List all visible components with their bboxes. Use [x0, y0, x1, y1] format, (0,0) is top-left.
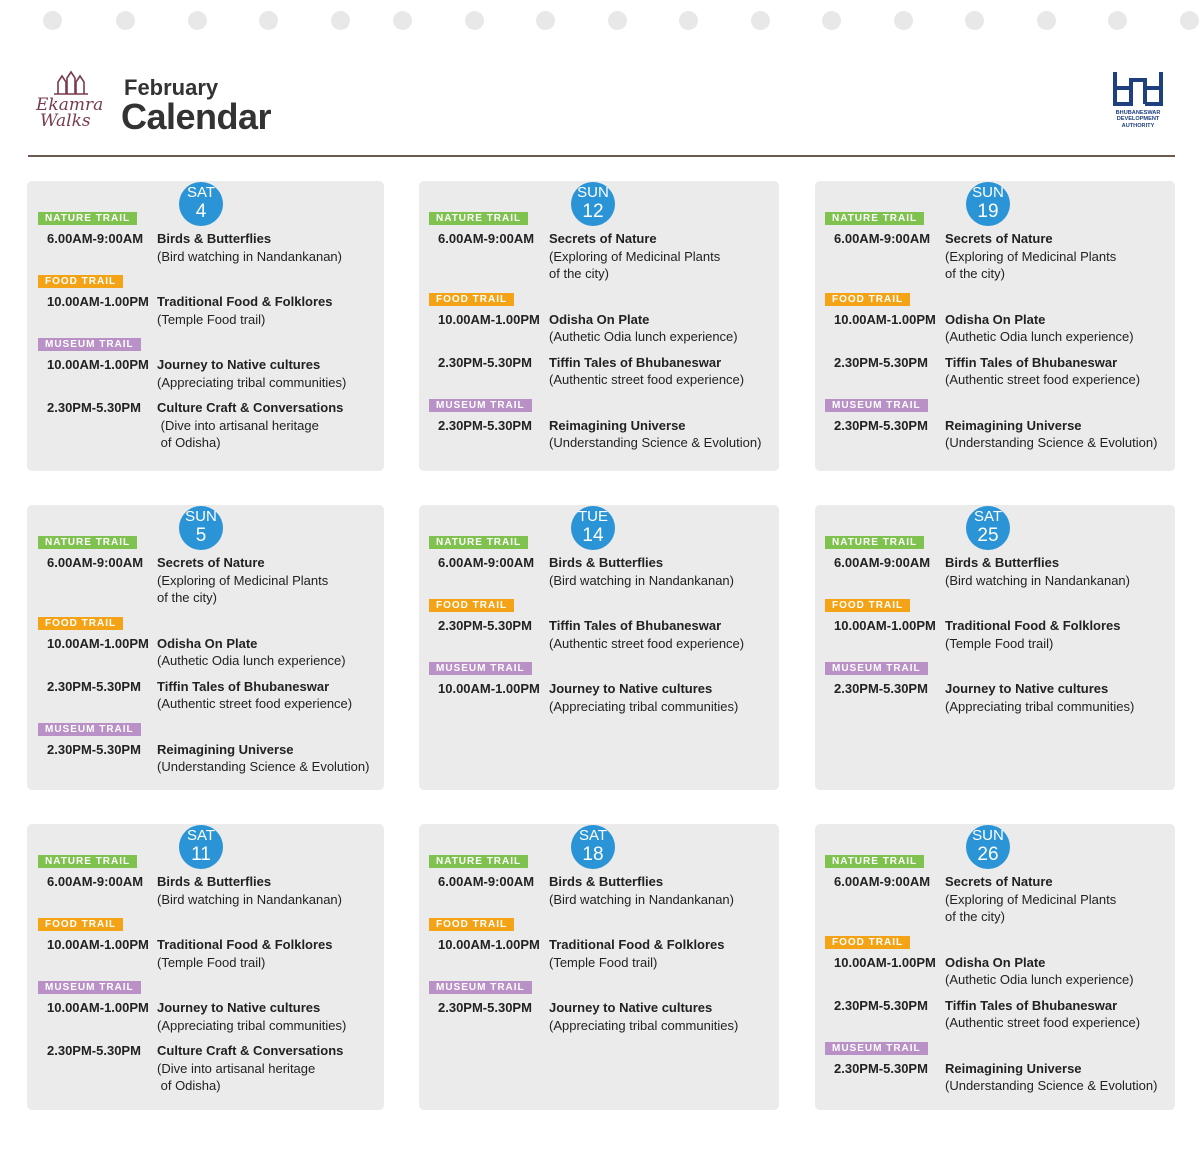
food-trail-label: FOOD TRAIL [429, 293, 514, 306]
event-description: (Authetic Odia lunch experience) [945, 329, 1134, 344]
bda-logo: BHUBANESWAR DEVELOPMENT AUTHORITY [1110, 70, 1166, 136]
event-time: 10.00AM-1.00PM [438, 681, 540, 696]
event-title: Secrets of Nature [549, 231, 657, 246]
badge-day-number: 14 [582, 525, 604, 546]
museum-trail-label: MUSEUM TRAIL [825, 662, 928, 675]
event-time: 2.30PM-5.30PM [834, 417, 928, 433]
decorative-dot [393, 11, 412, 30]
event-time: 2.30PM-5.30PM [438, 417, 532, 433]
decorative-dot [1037, 11, 1056, 30]
event-description: (Authentic street food experience) [549, 372, 745, 387]
event-title: Secrets of Nature [945, 874, 1053, 889]
event-description: (Authentic street food experience) [549, 635, 745, 651]
event-time: 6.00AM-9:00AM [47, 231, 144, 246]
food-trail-label: FOOD TRAIL [825, 936, 910, 949]
decorative-dot [1108, 11, 1127, 30]
event-title: Reimagining Universe [157, 741, 294, 757]
event-title: Traditional Food & Folklores [549, 937, 725, 952]
event-description: (Exploring of Medicinal Plants of the city) [945, 248, 1117, 281]
event-title: Tiffin Tales of Bhubaneswar [549, 354, 722, 370]
nature-trail-label: NATURE TRAIL [825, 855, 924, 868]
nature-trail-label: NATURE TRAIL [429, 536, 528, 549]
nature-trail-label: NATURE TRAIL [38, 855, 137, 868]
event-description: (Appreciating tribal communities) [549, 698, 739, 714]
food-trail-label: FOOD TRAIL [825, 293, 910, 306]
event-time: 10.00AM-1.00PM [834, 311, 936, 327]
badge-day-number: 4 [195, 201, 207, 222]
event-time: 10.00AM-1.00PM [47, 635, 149, 651]
date-badge [571, 182, 615, 226]
event-time: 10.00AM-1.00PM [438, 937, 540, 952]
event-time: 10.00AM-1.00PM [438, 311, 540, 327]
svg-text:Ekamra: Ekamra [36, 95, 104, 115]
event-description: (Appreciating tribal communities) [157, 374, 347, 390]
header-month: February [124, 75, 219, 100]
badge-day-number: 19 [977, 201, 999, 222]
event-time: 2.30PM-5.30PM [438, 618, 532, 633]
event-description: (Exploring of Medicinal Plants of the city) [945, 891, 1117, 924]
event-title: Culture Craft & Conversations [157, 1043, 344, 1058]
event-time: 2.30PM-5.30PM [834, 681, 928, 696]
event-description: (Appreciating tribal communities) [157, 1017, 347, 1033]
event-description: (Bird watching in Nandankanan) [157, 891, 342, 907]
event-description: (Bird watching in Nandankanan) [549, 572, 734, 588]
nature-trail-label: NATURE TRAIL [429, 855, 528, 868]
event-title: Traditional Food & Folklores [157, 937, 333, 952]
decorative-dot [188, 11, 207, 30]
header-divider [28, 155, 1175, 157]
museum-trail-label: MUSEUM TRAIL [429, 662, 532, 675]
event-title: Odisha On Plate [945, 954, 1046, 970]
event-description: (Understanding Science & Evolution) [945, 435, 1158, 450]
badge-weekday: SAT [186, 184, 216, 201]
event-description: (Temple Food trail) [157, 954, 266, 970]
event-title: Journey to Native cultures [549, 1000, 713, 1015]
museum-trail-label: MUSEUM TRAIL [825, 399, 928, 412]
event-time: 6.00AM-9:00AM [47, 555, 144, 570]
decorative-dot [331, 11, 350, 30]
event-description: (Temple Food trail) [157, 311, 266, 327]
event-description: (Temple Food trail) [945, 635, 1054, 651]
badge-weekday: SUN [577, 184, 609, 201]
decorative-dot [116, 11, 135, 30]
event-description: (Bird watching in Nandankanan) [549, 891, 734, 907]
food-trail-label: FOOD TRAIL [38, 617, 123, 630]
event-description: (Appreciating tribal communities) [549, 1017, 739, 1033]
badge-day-number: 25 [977, 525, 999, 546]
badge-day-number: 5 [195, 525, 207, 546]
nature-trail-label: NATURE TRAIL [38, 212, 137, 225]
date-badge [179, 506, 223, 550]
event-time: 10.00AM-1.00PM [47, 294, 149, 309]
museum-trail-label: MUSEUM TRAIL [429, 981, 532, 994]
food-trail-label: FOOD TRAIL [429, 599, 514, 612]
event-title: Reimagining Universe [945, 417, 1082, 433]
decorative-dot [536, 11, 555, 30]
event-title: Traditional Food & Folklores [945, 618, 1121, 633]
event-description: (Understanding Science & Evolution) [945, 1078, 1158, 1093]
badge-weekday: SUN [972, 827, 1004, 844]
event-title: Journey to Native cultures [157, 1000, 321, 1015]
event-time: 10.00AM-1.00PM [47, 937, 149, 952]
food-trail-label: FOOD TRAIL [825, 599, 910, 612]
event-description: (Temple Food trail) [549, 954, 658, 970]
event-title: Tiffin Tales of Bhubaneswar [945, 354, 1118, 370]
date-badge [966, 506, 1010, 550]
museum-trail-label: MUSEUM TRAIL [38, 338, 141, 351]
badge-weekday: SAT [973, 508, 1003, 525]
event-time: 2.30PM-5.30PM [438, 1000, 532, 1015]
museum-trail-label: MUSEUM TRAIL [429, 399, 532, 412]
event-title: Birds & Butterflies [157, 231, 272, 246]
event-description: (Bird watching in Nandankanan) [157, 248, 342, 264]
decorative-dot [43, 11, 62, 30]
event-title: Tiffin Tales of Bhubaneswar [945, 997, 1118, 1013]
badge-weekday: SUN [972, 184, 1004, 201]
event-description: (Authentic street food experience) [157, 696, 353, 711]
badge-day-number: 26 [977, 844, 999, 865]
badge-weekday: SAT [186, 827, 216, 844]
event-time: 10.00AM-1.00PM [47, 1000, 149, 1015]
nature-trail-label: NATURE TRAIL [825, 212, 924, 225]
food-trail-label: FOOD TRAIL [429, 918, 514, 931]
date-badge [571, 506, 615, 550]
museum-trail-label: MUSEUM TRAIL [38, 981, 141, 994]
decorative-dot [822, 11, 841, 30]
event-title: Tiffin Tales of Bhubaneswar [549, 618, 722, 633]
event-time: 6.00AM-9:00AM [438, 231, 535, 246]
event-time: 2.30PM-5.30PM [834, 997, 928, 1013]
museum-trail-label: MUSEUM TRAIL [38, 723, 141, 736]
event-title: Odisha On Plate [945, 311, 1046, 327]
event-title: Birds & Butterflies [945, 555, 1060, 570]
decorative-dot [894, 11, 913, 30]
date-badge [571, 825, 615, 869]
event-description: (Exploring of Medicinal Plants of the city) [157, 572, 329, 605]
event-title: Birds & Butterflies [157, 874, 272, 889]
event-description: (Understanding Science & Evolution) [157, 759, 370, 774]
event-description: (Authetic Odia lunch experience) [945, 972, 1134, 987]
date-badge [966, 825, 1010, 869]
event-title: Birds & Butterflies [549, 555, 664, 570]
event-time: 6.00AM-9:00AM [47, 874, 144, 889]
nature-trail-label: NATURE TRAIL [429, 212, 528, 225]
event-time: 10.00AM-1.00PM [834, 618, 936, 633]
event-time: 6.00AM-9:00AM [834, 231, 931, 246]
food-trail-label: FOOD TRAIL [38, 918, 123, 931]
event-time: 2.30PM-5.30PM [47, 1043, 141, 1058]
event-description: (Dive into artisanal heritage of Odisha) [157, 1060, 316, 1093]
date-badge [966, 182, 1010, 226]
event-title: Secrets of Nature [945, 231, 1053, 246]
event-title: Birds & Butterflies [549, 874, 664, 889]
decorative-dot [608, 11, 627, 30]
event-time: 6.00AM-9:00AM [438, 874, 535, 889]
event-time: 6.00AM-9:00AM [834, 555, 931, 570]
event-time: 6.00AM-9:00AM [438, 555, 535, 570]
decorative-dot [465, 11, 484, 30]
decorative-dot [751, 11, 770, 30]
date-badge [179, 182, 223, 226]
decorative-dot [1180, 11, 1199, 30]
event-description: (Authetic Odia lunch experience) [157, 653, 346, 668]
event-title: Journey to Native cultures [945, 681, 1109, 696]
event-description: (Authentic street food experience) [945, 1015, 1141, 1030]
event-description: (Appreciating tribal communities) [945, 698, 1135, 714]
event-description: (Authetic Odia lunch experience) [549, 329, 738, 344]
header-title: Calendar [121, 96, 272, 137]
event-time: 2.30PM-5.30PM [47, 678, 141, 694]
decorative-dot [679, 11, 698, 30]
event-title: Odisha On Plate [157, 635, 258, 651]
badge-weekday: TUE [578, 508, 608, 525]
event-time: 2.30PM-5.30PM [834, 354, 928, 370]
nature-trail-label: NATURE TRAIL [38, 536, 137, 549]
badge-day-number: 11 [191, 844, 211, 865]
decorative-dot [259, 11, 278, 30]
event-time: 6.00AM-9:00AM [834, 874, 931, 889]
event-description: (Authentic street food experience) [945, 372, 1141, 387]
event-time: 2.30PM-5.30PM [438, 354, 532, 370]
museum-trail-label: MUSEUM TRAIL [825, 1042, 928, 1055]
decorative-dot [965, 11, 984, 30]
event-description: (Bird watching in Nandankanan) [945, 572, 1130, 588]
badge-weekday: SUN [185, 508, 217, 525]
event-time: 10.00AM-1.00PM [47, 357, 149, 372]
event-title: Journey to Native cultures [549, 681, 713, 696]
ekamra-walks-logo [28, 70, 106, 132]
svg-text:Walks: Walks [40, 111, 91, 131]
badge-day-number: 18 [582, 844, 604, 865]
event-time: 2.30PM-5.30PM [47, 400, 141, 415]
decorative-dot-row [0, 11, 1200, 31]
nature-trail-label: NATURE TRAIL [825, 536, 924, 549]
event-time: 10.00AM-1.00PM [834, 954, 936, 970]
event-title: Reimagining Universe [549, 417, 686, 433]
event-title: Tiffin Tales of Bhubaneswar [157, 678, 330, 694]
event-title: Traditional Food & Folklores [157, 294, 333, 309]
event-time: 2.30PM-5.30PM [47, 741, 141, 757]
event-description: (Exploring of Medicinal Plants of the city) [549, 248, 721, 281]
event-title: Journey to Native cultures [157, 357, 321, 372]
badge-day-number: 12 [582, 201, 604, 222]
event-description: (Dive into artisanal heritage of Odisha) [160, 417, 319, 450]
date-badge [179, 825, 223, 869]
badge-weekday: SAT [578, 827, 608, 844]
food-trail-label: FOOD TRAIL [38, 275, 123, 288]
event-title: Reimagining Universe [945, 1060, 1082, 1076]
event-title: Secrets of Nature [157, 555, 265, 570]
event-time: 2.30PM-5.30PM [834, 1060, 928, 1076]
event-title: Odisha On Plate [549, 311, 650, 327]
event-description: (Understanding Science & Evolution) [549, 435, 762, 450]
event-title: Culture Craft & Conversations [157, 400, 344, 415]
